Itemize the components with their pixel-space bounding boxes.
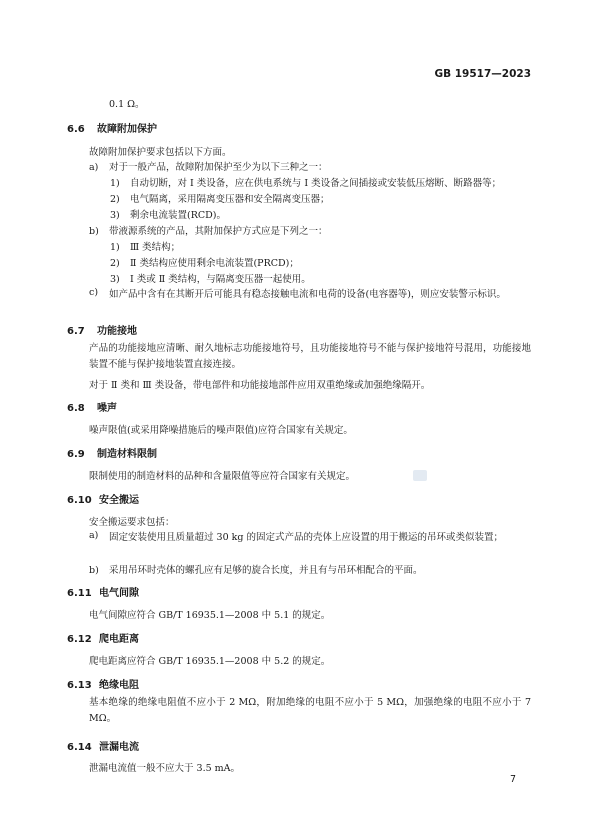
section-number: 6.10 [67, 495, 92, 506]
section-6-14-heading [67, 738, 139, 753]
list-text: 带液源系统的产品，其附加保护方式应是下列之一： [109, 226, 328, 237]
list-item-a [89, 530, 531, 546]
list-marker: a) [89, 530, 99, 541]
list-text: 采用吊环时壳体的螺孔应有足够的旋合长度，并且有与吊环相配合的平面。 [109, 565, 423, 576]
list-text: 剩余电流装置(RCD)。 [130, 210, 226, 221]
section-6-8-heading [67, 399, 117, 414]
list-text: 固定安装使用且质量超过 30 kg 的固定式产品的壳体上应设置的用于搬运的吊环或类似装置； [109, 532, 503, 543]
section-number: 6.7 [67, 326, 85, 337]
paragraph: 爬电距离应符合 GB/T 16935.1—2008 中 5.2 的规定。 [89, 656, 331, 667]
list-marker: 3) [110, 210, 120, 221]
page-number: 7 [509, 774, 516, 785]
list-marker: b) [89, 226, 99, 237]
list-marker: 1) [110, 242, 120, 253]
watermark-mark [413, 470, 427, 481]
sub-list-item-3 [110, 207, 226, 221]
section-6-13-heading [67, 676, 139, 691]
list-text: Ⅰ 类或 Ⅱ 类结构，与隔离变压器一起使用。 [130, 274, 311, 285]
section-number: 6.11 [67, 588, 92, 599]
section-number: 6.12 [67, 634, 92, 645]
list-item-a [89, 159, 328, 173]
list-text: 自动切断，对 Ⅰ 类设备，应在供电系统与 Ⅰ 类设备之间插接或安装低压熔断、断路器等； [130, 178, 502, 189]
list-text: Ⅲ 类结构； [130, 242, 181, 253]
section-6-12-heading [67, 630, 139, 645]
list-item-b [89, 223, 328, 237]
paragraph: 基本绝缘的绝缘电阻值不应小于 2 MΩ，附加绝缘的电阻不应小于 5 MΩ，加强绝缘的电阻不应小于 7 MΩ。 [89, 697, 531, 724]
paragraph: 产品的功能接地应清晰、耐久地标志功能接地符号，且功能接地符号不能与保护接地符号混用，功能接地装置不能与保护接地装置直接连接。 [89, 343, 531, 370]
list-text: 电气隔离，采用隔离变压器和安全隔离变压器； [130, 194, 330, 205]
list-item-c [89, 287, 531, 303]
section-title: 故障附加保护 [97, 124, 157, 135]
list-item-b [89, 562, 423, 576]
section-number: 6.8 [67, 403, 85, 414]
sub-list-item-2 [110, 191, 330, 205]
section-title: 爬电距离 [99, 634, 139, 645]
paragraph: 对于 Ⅱ 类和 Ⅲ 类设备，带电部件和功能接地部件应用双重绝缘或加强绝缘隔开。 [89, 380, 431, 391]
paragraph: 噪声限值(或采用降噪措施后的噪声限值)应符合国家有关规定。 [89, 425, 353, 436]
section-number: 6.9 [67, 449, 85, 460]
list-text: Ⅱ 类结构应使用剩余电流装置(PRCD)； [130, 258, 299, 269]
sub-list-item-2 [110, 255, 299, 269]
standard-number: GB 19517—2023 [434, 68, 531, 80]
section-title: 制造材料限制 [97, 449, 157, 460]
list-text: 对于一般产品，故障附加保护至少为以下三种之一： [109, 162, 328, 173]
sub-list-item-3 [110, 271, 311, 285]
paragraph: 电气间隙应符合 GB/T 16935.1—2008 中 5.1 的规定。 [89, 610, 331, 621]
list-marker: c) [89, 287, 99, 298]
section-6-10-heading [67, 491, 139, 506]
section-title: 噪声 [97, 403, 117, 414]
list-marker: 2) [110, 194, 120, 205]
list-marker: a) [89, 162, 99, 173]
list-marker: 3) [110, 274, 120, 285]
list-marker: b) [89, 565, 99, 576]
section-title: 泄漏电流 [99, 742, 139, 753]
section-number: 6.14 [67, 742, 92, 753]
sub-list-item-1 [110, 239, 180, 253]
list-marker: 2) [110, 258, 120, 269]
section-6-11-heading [67, 584, 139, 599]
section-6-9-heading [67, 445, 157, 460]
section-number: 6.6 [67, 124, 85, 135]
section-number: 6.13 [67, 680, 92, 691]
section-title: 安全搬运 [99, 495, 139, 506]
sub-list-item-1 [110, 175, 501, 189]
section-6-6-heading [67, 120, 157, 135]
section-6-7-heading [67, 322, 137, 337]
paragraph: 故障附加保护要求包括以下方面。 [89, 147, 232, 158]
section-title: 绝缘电阻 [99, 680, 139, 691]
paragraph: 限制使用的制造材料的品种和含量限值等应符合国家有关规定。 [89, 471, 356, 482]
paragraph: 安全搬运要求包括： [89, 517, 175, 528]
list-text: 如产品中含有在其断开后可能具有稳态接触电流和电荷的设备(电容器等)，则应安装警示标识。 [109, 289, 506, 300]
section-title: 功能接地 [97, 326, 137, 337]
list-marker: 1) [110, 178, 120, 189]
paragraph: 泄漏电流值一般不应大于 3.5 mA。 [89, 763, 241, 774]
continued-line: 0.1 Ω。 [109, 99, 145, 110]
section-title: 电气间隙 [99, 588, 139, 599]
